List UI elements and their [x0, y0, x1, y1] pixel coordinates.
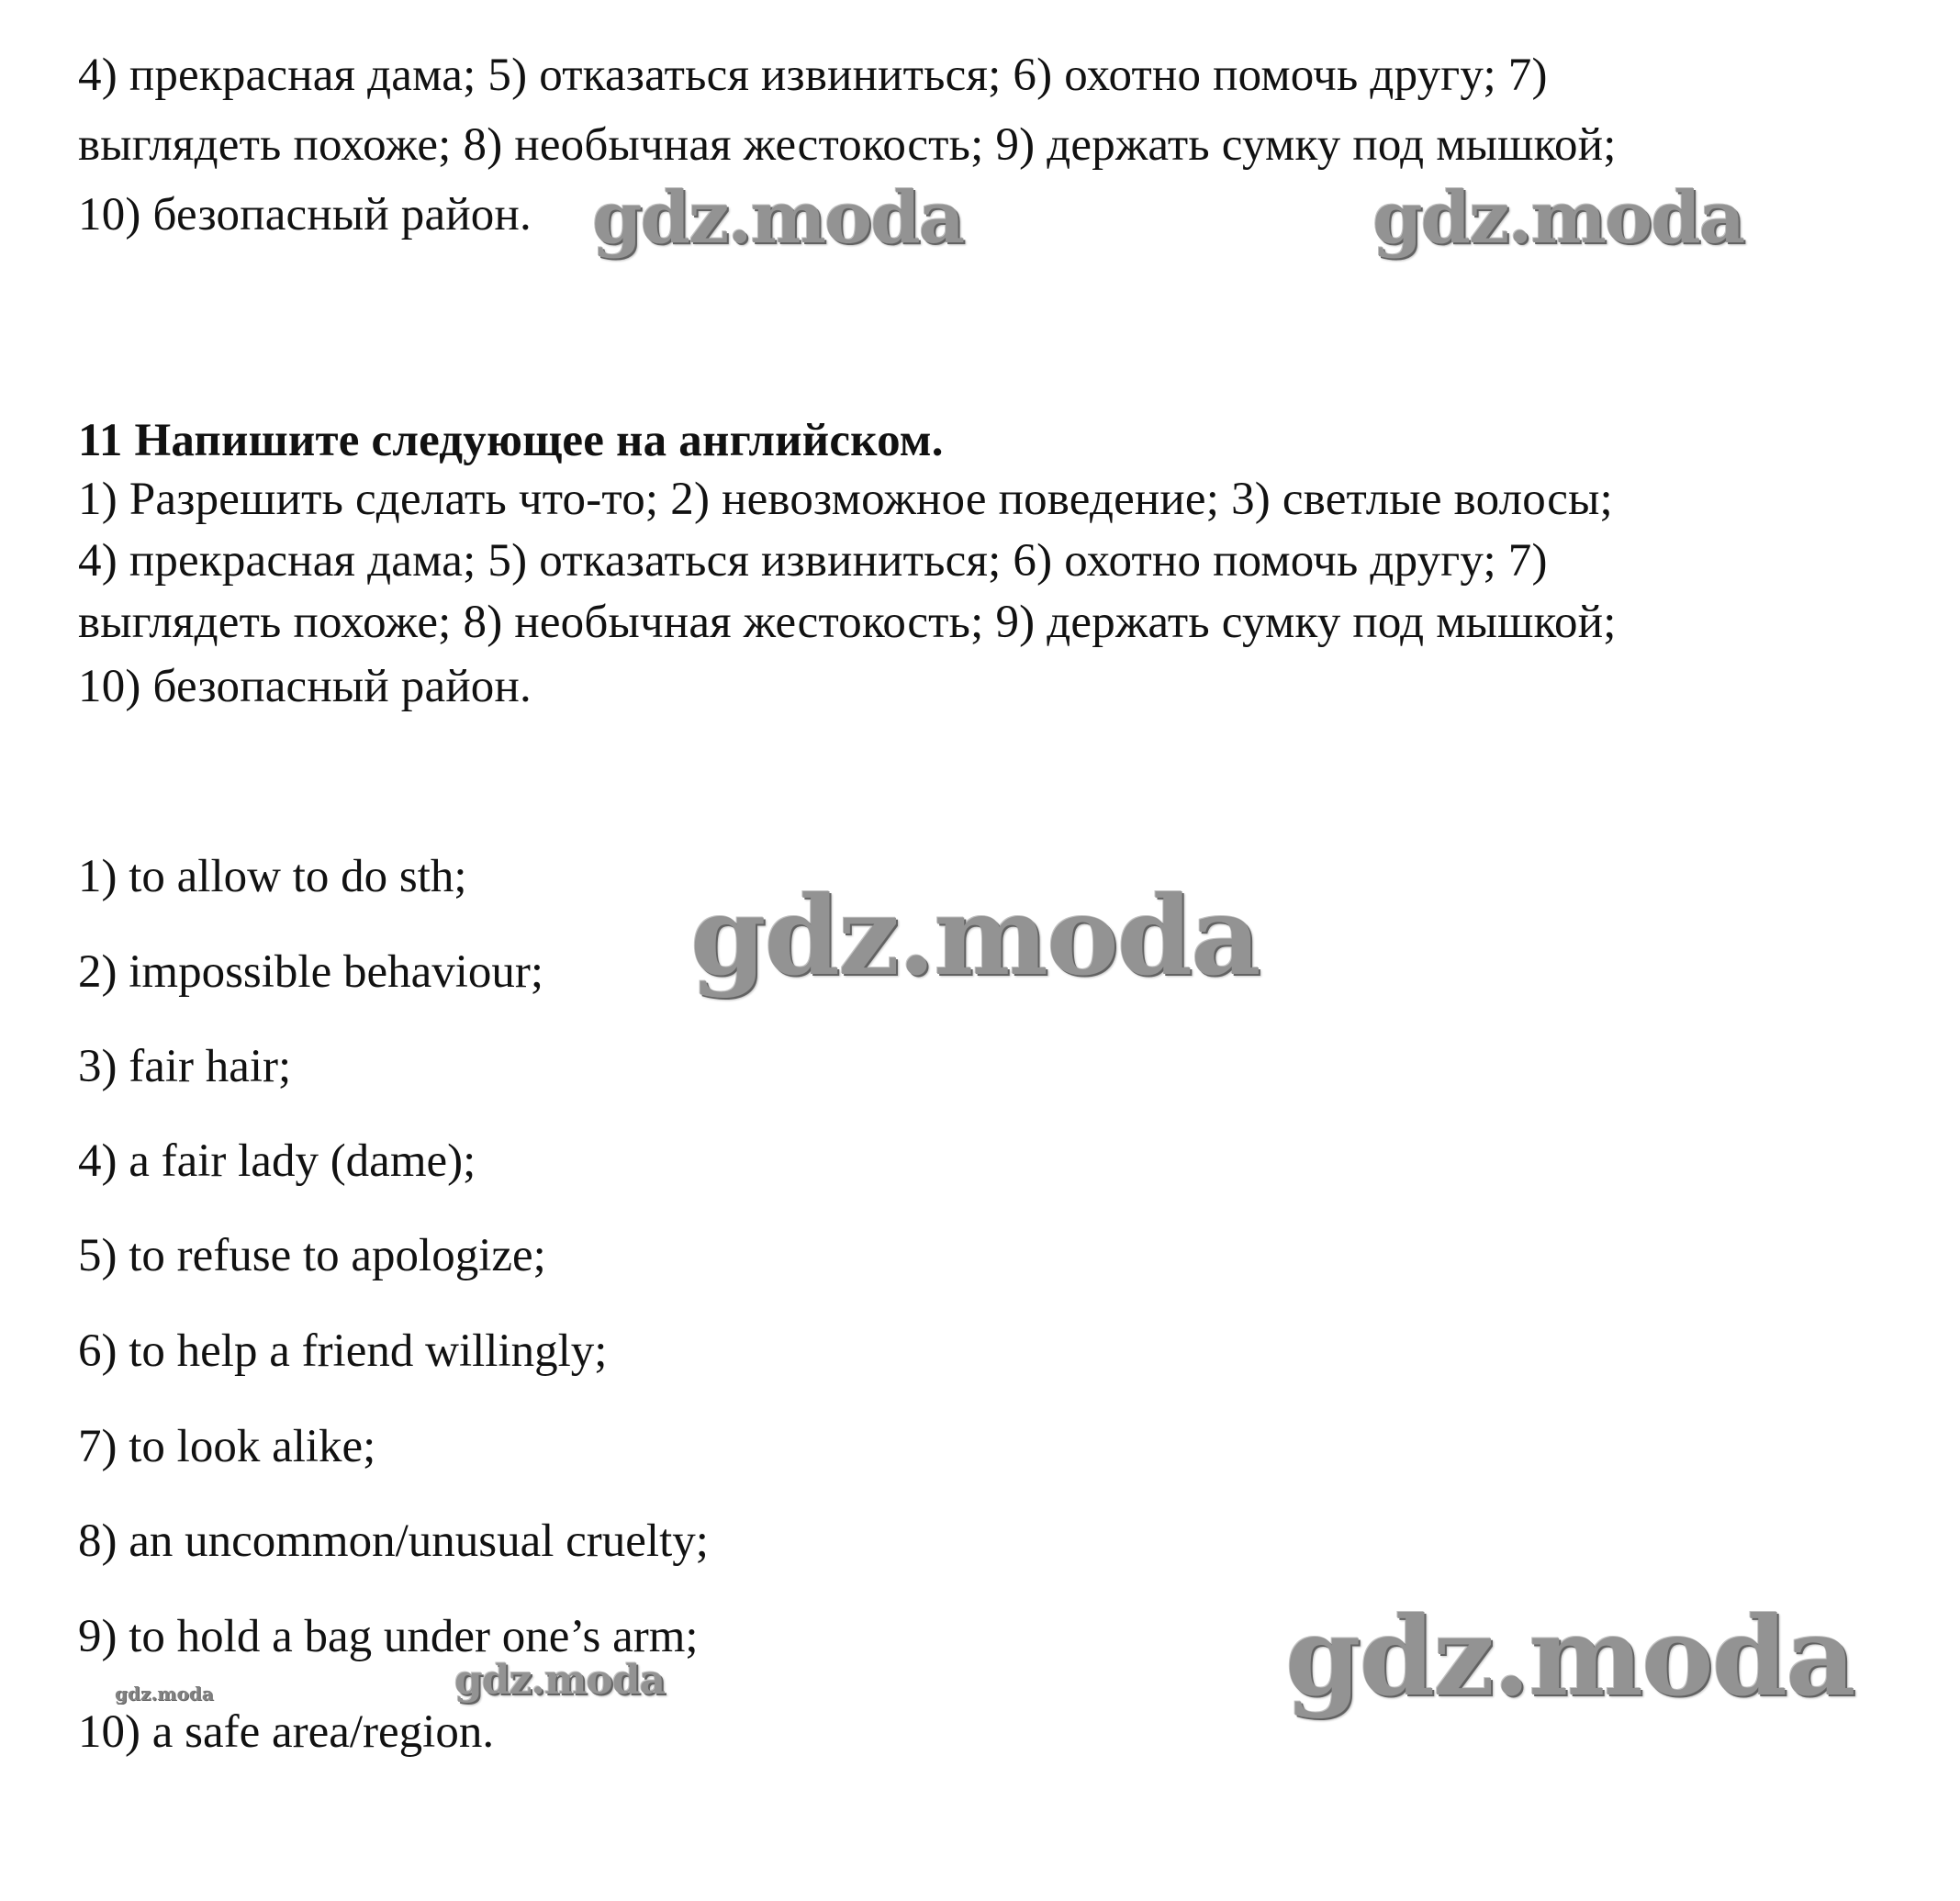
exercise-heading: 11 Напишите следующее на английском. [78, 415, 944, 466]
answer-item-3: 3) fair hair; [78, 1041, 292, 1092]
task-line-3: выглядеть похоже; 8) необычная жестокость; 9) держать сумку под мышкой; [78, 597, 1617, 648]
task-line-2: 4) прекрасная дама; 5) отказаться извиниться; 6) охотно помочь другу; 7) [78, 535, 1548, 587]
watermark-logo: gdz.moda [592, 176, 964, 260]
watermark-logo: gdz.moda [1372, 176, 1744, 260]
previous-block-line-2: выглядеть похоже; 8) необычная жестокость; 9) держать сумку под мышкой; [78, 119, 1617, 171]
answer-item-1: 1) to allow to do sth; [78, 851, 467, 902]
answer-item-7: 7) to look alike; [78, 1421, 376, 1472]
answer-item-10: 10) a safe area/region. [78, 1706, 495, 1758]
watermark-logo: gdz.moda [454, 1657, 666, 1704]
answer-item-2: 2) impossible behaviour; [78, 946, 544, 998]
task-line-1: 1) Разрешить сделать что-то; 2) невозможное поведение; 3) светлые волосы; [78, 474, 1613, 525]
watermark-logo: gdz.moda [690, 872, 1260, 1000]
answer-item-4: 4) a fair lady (dame); [78, 1135, 476, 1187]
watermark-logo: gdz.moda [115, 1683, 214, 1705]
answer-item-6: 6) to help a friend willingly; [78, 1325, 608, 1377]
previous-block-line-1: 4) прекрасная дама; 5) отказаться извиниться; 6) охотно помочь другу; 7) [78, 50, 1548, 101]
previous-block-line-3: 10) безопасный район. [78, 189, 532, 240]
answer-item-5: 5) to refuse to apologize; [78, 1230, 546, 1281]
answer-item-8: 8) an uncommon/unusual cruelty; [78, 1515, 709, 1567]
watermark-logo: gdz.moda [1285, 1593, 1854, 1720]
task-line-4: 10) безопасный район. [78, 661, 532, 712]
answer-item-9: 9) to hold a bag under one’s arm; [78, 1611, 699, 1662]
